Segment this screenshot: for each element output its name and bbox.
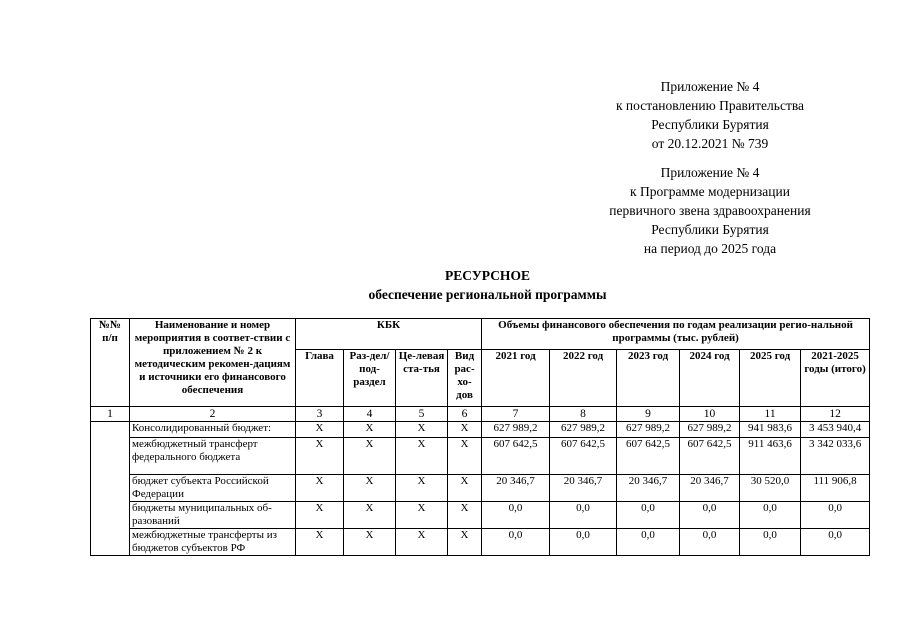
col-number: 10 (680, 407, 740, 422)
table-row (91, 475, 870, 502)
appendix-republic: Республики Бурятия (651, 117, 769, 132)
header-celevaya: Це-левая ста-тья (396, 350, 448, 407)
row-name: бюджеты муниципальных об-разований (130, 502, 296, 529)
cell-total: 0,0 (801, 502, 870, 529)
cell-total: 0,0 (801, 529, 870, 556)
program-republic: Республики Бурятия (651, 222, 769, 237)
cell-vid: Х (448, 475, 482, 502)
col-number: 9 (617, 407, 680, 422)
row-name: межбюджетный трансферт федерального бюджета (130, 438, 296, 475)
cell-razdel: Х (344, 422, 396, 438)
cell-2024: 0,0 (680, 502, 740, 529)
header-vid: Вид рас-хо-дов (448, 350, 482, 407)
cell-celevaya: Х (396, 502, 448, 529)
appendix-resolution-block (560, 77, 860, 153)
cell-2024: 20 346,7 (680, 475, 740, 502)
col-number: 6 (448, 407, 482, 422)
col-number: 3 (296, 407, 344, 422)
table-row (91, 502, 870, 529)
appendix-number: Приложение № 4 (660, 79, 760, 94)
header-2022: 2022 год (550, 350, 617, 407)
cell-razdel: Х (344, 475, 396, 502)
cell-celevaya: Х (396, 438, 448, 475)
cell-vid: Х (448, 529, 482, 556)
col-number: 5 (396, 407, 448, 422)
cell-2022: 20 346,7 (550, 475, 617, 502)
resource-table (90, 318, 870, 556)
cell-2021: 0,0 (482, 529, 550, 556)
document-title (0, 266, 905, 304)
cell-2022: 627 989,2 (550, 422, 617, 438)
col-number: 1 (91, 407, 130, 422)
cell-total: 3 453 940,4 (801, 422, 870, 438)
cell-2025: 30 520,0 (740, 475, 801, 502)
appendix-program-block (560, 163, 860, 258)
cell-total: 111 906,8 (801, 475, 870, 502)
cell-glava: Х (296, 475, 344, 502)
cell-celevaya: Х (396, 422, 448, 438)
cell-2021: 20 346,7 (482, 475, 550, 502)
cell-2025: 911 463,6 (740, 438, 801, 475)
program-ref: к Программе модернизации (630, 184, 790, 199)
cell-vid: Х (448, 422, 482, 438)
column-number-row (91, 407, 870, 422)
cell-razdel: Х (344, 529, 396, 556)
cell-2021: 0,0 (482, 502, 550, 529)
header-total: 2021-2025 годы (итого) (801, 350, 870, 407)
program-period: на период до 2025 года (643, 241, 777, 256)
row-name: Консолидированный бюджет: (130, 422, 296, 438)
cell-2021: 627 989,2 (482, 422, 550, 438)
program-name: первичного звена здравоохранения (609, 203, 811, 218)
table-row (91, 529, 870, 556)
cell-glava: Х (296, 502, 344, 529)
cell-2024: 0,0 (680, 529, 740, 556)
header-name: Наименование и номер мероприятия в соответ-ствии с приложением № 2 к методическим рекомен-дациям и источники его финансового обеспечения (130, 319, 296, 407)
cell-2024: 607 642,5 (680, 438, 740, 475)
appendix-date-number: от 20.12.2021 № 739 (651, 136, 769, 151)
cell-glava: Х (296, 529, 344, 556)
table-row (91, 422, 870, 438)
cell-vid: Х (448, 502, 482, 529)
header-num: №№ п/п (91, 319, 130, 407)
cell-2023: 607 642,5 (617, 438, 680, 475)
col-number: 11 (740, 407, 801, 422)
title-line-2: обеспечение региональной программы (368, 287, 607, 302)
cell-2021: 607 642,5 (482, 438, 550, 475)
header-glava: Глава (296, 350, 344, 407)
header-2025: 2025 год (740, 350, 801, 407)
table-row (91, 438, 870, 475)
cell-2023: 0,0 (617, 529, 680, 556)
cell-razdel: Х (344, 438, 396, 475)
cell-celevaya: Х (396, 529, 448, 556)
col-number: 12 (801, 407, 870, 422)
cell-celevaya: Х (396, 475, 448, 502)
cell-glava: Х (296, 422, 344, 438)
cell-razdel: Х (344, 502, 396, 529)
header-razdel: Раз-дел/ под-раздел (344, 350, 396, 407)
header-funding: Объемы финансового обеспечения по годам реализации регио-нальной программы (тыс. рублей) (482, 319, 870, 350)
cell-2025: 941 983,6 (740, 422, 801, 438)
cell-2023: 627 989,2 (617, 422, 680, 438)
header-row-1 (91, 319, 870, 350)
cell-vid: Х (448, 438, 482, 475)
cell-2025: 0,0 (740, 529, 801, 556)
header-kbk: КБК (296, 319, 482, 350)
cell-glava: Х (296, 438, 344, 475)
cell-2022: 0,0 (550, 502, 617, 529)
col-number: 2 (130, 407, 296, 422)
appendix-resolution-ref: к постановлению Правительства (615, 98, 805, 113)
cell-2025: 0,0 (740, 502, 801, 529)
col-number: 7 (482, 407, 550, 422)
col-number: 8 (550, 407, 617, 422)
row-name: межбюджетные трансферты из бюджетов субъектов РФ (130, 529, 296, 556)
program-appendix-number: Приложение № 4 (660, 165, 760, 180)
cell-2022: 607 642,5 (550, 438, 617, 475)
cell-2024: 627 989,2 (680, 422, 740, 438)
title-line-1: РЕСУРСНОЕ (445, 268, 530, 283)
cell-2022: 0,0 (550, 529, 617, 556)
header-2024: 2024 год (680, 350, 740, 407)
row-number-cell (91, 422, 130, 556)
cell-2023: 0,0 (617, 502, 680, 529)
header-2023: 2023 год (617, 350, 680, 407)
cell-2023: 20 346,7 (617, 475, 680, 502)
row-name: бюджет субъекта Российской Федерации (130, 475, 296, 502)
cell-total: 3 342 033,6 (801, 438, 870, 475)
col-number: 4 (344, 407, 396, 422)
header-2021: 2021 год (482, 350, 550, 407)
